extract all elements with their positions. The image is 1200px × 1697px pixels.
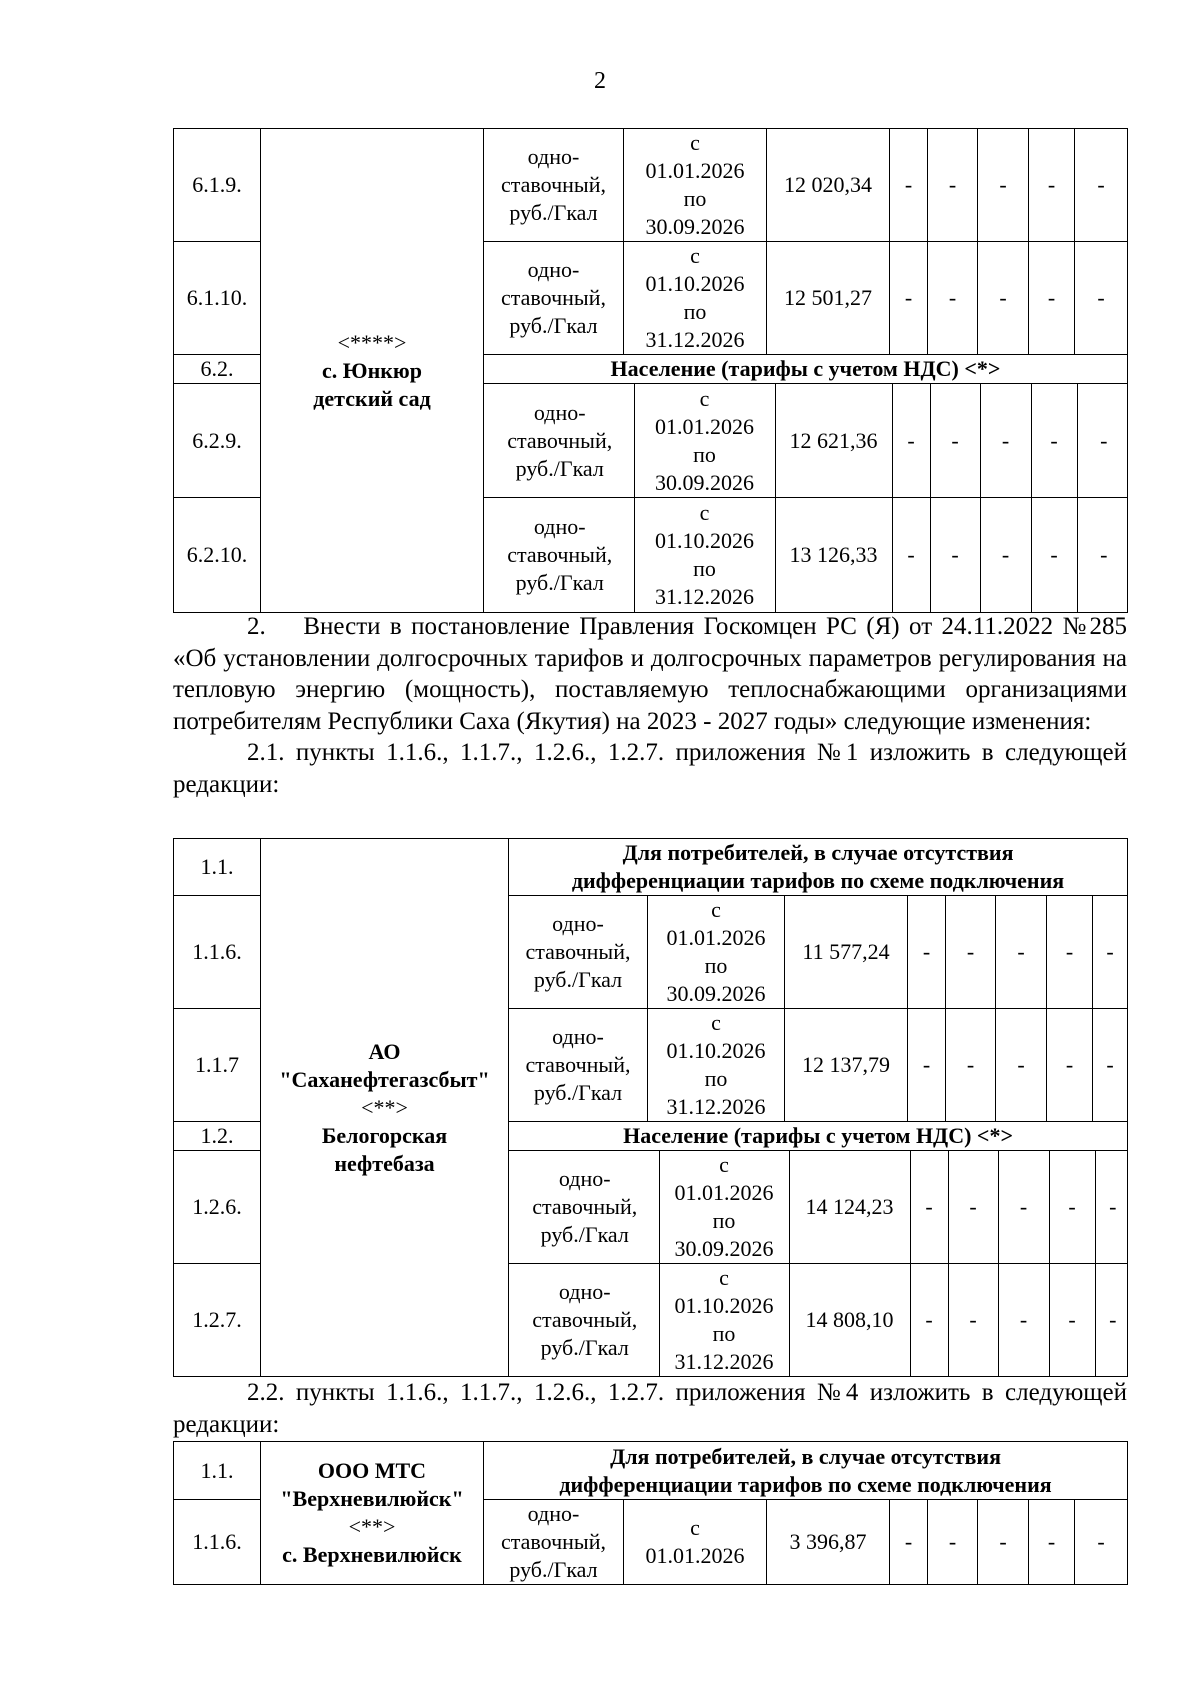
row-number: 6.1.9. <box>174 129 261 242</box>
tariff-period: с 01.01.2026 по 30.09.2026 <box>634 384 775 497</box>
empty-cell: - <box>998 1151 1049 1263</box>
tariff-type: одно- ставочный, руб./Гкал <box>484 129 624 242</box>
tariff-type: одно- ставочный, руб./Гкал <box>484 242 624 355</box>
tariff-value: 12 137,79 <box>785 1009 908 1122</box>
tariff-period: с 01.10.2026 по 31.12.2026 <box>648 1009 785 1122</box>
tariff-value: 14 808,10 <box>789 1264 910 1376</box>
tariff-type: одно- ставочный, руб./Гкал <box>507 399 613 481</box>
empty-cell: - <box>1095 1264 1128 1376</box>
amendment-text <box>173 611 1127 800</box>
row-number: 1.2.6. <box>174 1151 261 1264</box>
row-number: 6.2.10. <box>174 498 261 613</box>
tariff-type: одно- ставочный, руб./Гкал <box>509 896 648 1009</box>
empty-cell: - <box>930 498 980 612</box>
tariff-period: с 01.10.2026 по 31.12.2026 <box>659 1264 789 1376</box>
empty-cell: - <box>1047 1009 1093 1122</box>
organization-name: <****> с. Юнкюр детский сад <box>261 129 484 613</box>
empty-cell: - <box>948 1151 998 1263</box>
empty-cell: - <box>1075 129 1128 242</box>
empty-cell: - <box>928 129 978 242</box>
empty-cell: - <box>1029 129 1075 242</box>
empty-cell: - <box>1031 384 1077 497</box>
empty-cell: - <box>980 384 1031 497</box>
empty-cell: - <box>1095 1151 1128 1263</box>
table-row <box>174 1442 1128 1500</box>
row-number: 6.2. <box>174 355 261 384</box>
row-subgrid <box>509 1151 1128 1264</box>
empty-cell: - <box>946 896 996 1009</box>
empty-cell: - <box>1077 498 1128 612</box>
tariff-table-1 <box>173 128 1128 613</box>
section-label: Население (тарифы с учетом НДС) <*> <box>484 355 1128 384</box>
empty-cell: - <box>908 1009 946 1122</box>
empty-cell: - <box>978 242 1029 355</box>
paragraph-2-1: 2.1. пункты 1.1.6., 1.1.7., 1.2.6., 1.2.7. приложения №1 изложить в следующей редакции: <box>173 739 1127 798</box>
empty-cell: - <box>980 498 1031 612</box>
empty-cell: - <box>892 384 930 497</box>
empty-cell: - <box>892 498 930 612</box>
row-number: 6.1.10. <box>174 242 261 355</box>
paragraph-2-2: 2.2. пункты 1.1.6., 1.1.7., 1.2.6., 1.2.7. приложения №4 изложить в следующей редакции: <box>173 1379 1127 1438</box>
tariff-type: одно- ставочный, руб./Гкал <box>509 1009 648 1122</box>
empty-cell: - <box>1049 1151 1095 1263</box>
empty-cell: - <box>1075 242 1128 355</box>
empty-cell: - <box>910 1151 948 1263</box>
empty-cell: - <box>948 1264 998 1376</box>
empty-cell: - <box>998 1264 1049 1376</box>
empty-cell: - <box>930 384 980 497</box>
empty-cell: - <box>996 896 1047 1009</box>
empty-cell: - <box>1093 896 1128 1009</box>
tariff-type: одно- ставочный, руб./Гкал <box>532 1166 638 1247</box>
row-subgrid <box>484 384 1128 498</box>
tariff-period: с 01.01.2026 по 30.09.2026 <box>624 129 767 242</box>
paragraph-2: 2. Внести в постановление Правления Госкомцен РС (Я) от 24.11.2022 №285 «Об установлении долгосрочных тарифов и долгосрочных параметров регулирования на тепловую энергию (мощность), поставляемую теплоснабжающими организациями потребителям Республики Саха (Якутия) на 2023 - 2027 годы» следующие изменения: <box>173 613 1127 735</box>
tariff-value: 11 577,24 <box>785 896 908 1009</box>
tariff-value: 12 501,27 <box>767 242 890 355</box>
organization-name: АО "Саханефтегазсбыт" <**> Белогорская нефтебаза <box>261 839 509 1377</box>
empty-cell: - <box>1029 242 1075 355</box>
row-number: 1.1.7 <box>174 1009 261 1122</box>
tariff-type: одно- ставочный, руб./Гкал <box>484 1500 624 1585</box>
tariff-type: одно- ставочный, руб./Гкал <box>507 514 613 595</box>
empty-cell: - <box>1093 1009 1128 1122</box>
empty-cell: - <box>1075 1500 1128 1585</box>
tariff-value: 12 020,34 <box>767 129 890 242</box>
row-number: 1.1.6. <box>174 1500 261 1585</box>
row-subgrid <box>484 498 1128 613</box>
tariff-period: с 01.01.2026 по 30.09.2026 <box>648 896 785 1009</box>
empty-cell: - <box>908 896 946 1009</box>
row-number: 1.1.6. <box>174 896 261 1009</box>
empty-cell: - <box>928 242 978 355</box>
tariff-period: с 01.10.2026 по 31.12.2026 <box>634 498 775 612</box>
table-row <box>174 129 1128 242</box>
row-subgrid <box>509 1264 1128 1377</box>
empty-cell: - <box>1031 498 1077 612</box>
tariff-value: 3 396,87 <box>767 1500 890 1585</box>
row-number: 6.2.9. <box>174 384 261 498</box>
empty-cell: - <box>890 129 928 242</box>
empty-cell: - <box>946 1009 996 1122</box>
row-number: 1.1. <box>174 1442 261 1500</box>
page-number: 2 <box>594 68 606 94</box>
row-number: 1.2.7. <box>174 1264 261 1377</box>
section-label: Население (тарифы с учетом НДС) <*> <box>509 1122 1128 1151</box>
tariff-table-3 <box>173 1441 1128 1585</box>
empty-cell: - <box>1049 1264 1095 1376</box>
tariff-period: с 01.01.2026 <box>624 1500 767 1585</box>
consumer-header: Для потребителей, в случае отсутствия дифференциации тарифов по схеме подключения <box>509 839 1128 896</box>
empty-cell: - <box>890 1500 928 1585</box>
amendment-text-2 <box>173 1377 1127 1440</box>
tariff-table-2 <box>173 838 1128 1377</box>
empty-cell: - <box>1047 896 1093 1009</box>
tariff-period: с 01.01.2026 по 30.09.2026 <box>659 1151 789 1263</box>
row-number: 1.1. <box>174 839 261 896</box>
empty-cell: - <box>910 1264 948 1376</box>
empty-cell: - <box>1029 1500 1075 1585</box>
empty-cell: - <box>1077 384 1128 497</box>
row-number: 1.2. <box>174 1122 261 1151</box>
consumer-header: Для потребителей, в случае отсутствия дифференциации тарифов по схеме подключения <box>484 1442 1128 1500</box>
tariff-value: 12 621,36 <box>775 384 892 497</box>
empty-cell: - <box>996 1009 1047 1122</box>
tariff-period: с 01.10.2026 по 31.12.2026 <box>624 242 767 355</box>
tariff-value: 13 126,33 <box>775 498 892 612</box>
empty-cell: - <box>928 1500 978 1585</box>
table-row <box>174 839 1128 896</box>
tariff-type: одно- ставочный, руб./Гкал <box>532 1279 638 1360</box>
tariff-value: 14 124,23 <box>789 1151 910 1263</box>
empty-cell: - <box>978 1500 1029 1585</box>
organization-name: ООО МТС "Верхневилюйск" <**> с. Верхневилюйск <box>261 1442 484 1585</box>
empty-cell: - <box>978 129 1029 242</box>
empty-cell: - <box>890 242 928 355</box>
